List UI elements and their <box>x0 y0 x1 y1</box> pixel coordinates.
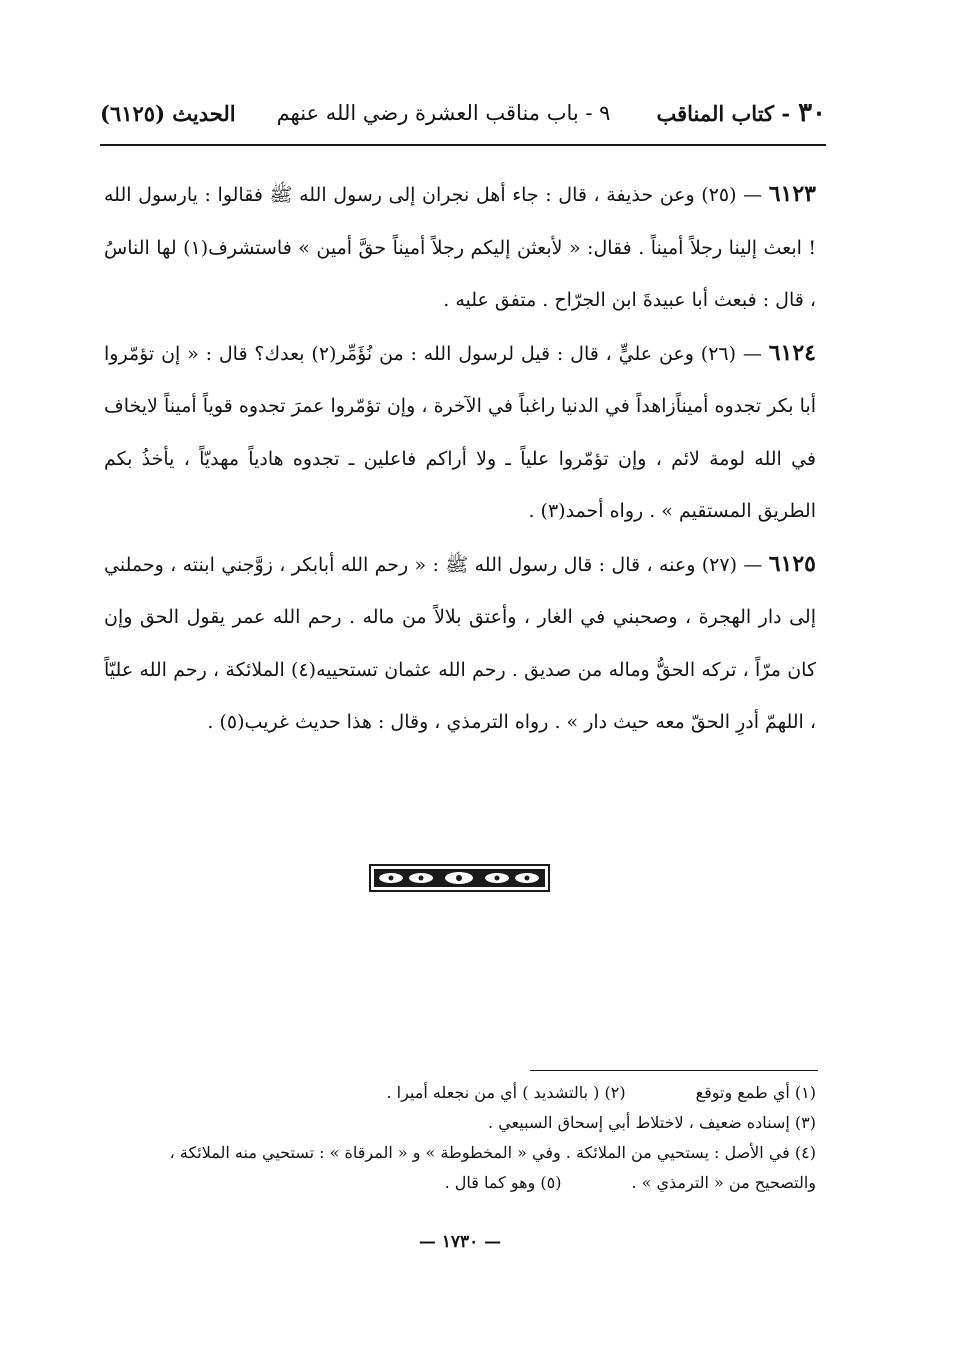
book-title: - كتاب المناقب <box>656 100 791 126</box>
footnote-3: (٣) إسناده ضعيف ، لاختلاط أبي إسحاق السبيعي . <box>488 1113 816 1132</box>
footnote-1: (١) أي طمع وتوقع <box>695 1083 816 1102</box>
page-number: — ١٧٣٠ — <box>418 1232 502 1252</box>
hadith-text: — (٢٥) وعن حذيفة ، قال : جاء أهل نجران إلى رسول الله ﷺ فقالوا : يارسول الله ! ابعث إلينا رجلاً أميناً . فقال: « لأبعثن إليكم رجلاً أميناً حقَّ أمين » فاستشرف(١) لها الناسُ ، قال : فبعث أبا عبيدةَ ابن الجرّاح . متفق عليه . <box>104 184 817 311</box>
hadith-entry <box>104 327 816 538</box>
footnotes <box>104 1078 816 1198</box>
hadith-number: ٦١٢٣ <box>768 181 816 207</box>
hadith-entry <box>104 538 816 749</box>
hadith-range: الحديث (٦١٢٥) <box>100 100 236 126</box>
footnote-5: (٥) وهو كما قال . <box>444 1173 562 1192</box>
page-number-header: ٣٠ <box>798 98 826 128</box>
footnote-line <box>104 1108 816 1138</box>
hadith-number: ٦١٢٥ <box>768 550 816 577</box>
footnote-line <box>104 1168 816 1198</box>
header-rule <box>100 144 826 146</box>
footnote-line <box>104 1078 816 1108</box>
footnote-rule <box>530 1070 818 1071</box>
hadith-text: — (٢٦) وعن عليٍّ ، قال : قيل لرسول الله : من نُؤَمِّر(٢) بعدك؟ قال : « إن تؤمّروا أبا بكر تجدوه أميناًزاهداً في الدنيا راغباً في الآخرة ، وإن تؤمّروا عمرَ تجدوه قوياً أميناً لايخاف في الله لومة لائم ، وإن تؤمّروا علياً ـ ولا أراكم فاعلين ـ تجدوه هادياً مهديّاً ، يأخذُ بكم الطريق المستقيم » . رواه أحمد(٣) . <box>104 342 816 522</box>
hadith-entry <box>104 168 816 327</box>
footnote-4: (٤) في الأصل : يستحيي من الملائكة . وفي « المخطوطة » و « المرقاة » : تستحيي منه الملائكة ، <box>169 1143 816 1162</box>
footnote-2: (٢) ( بالتشديد ) أي من نجعله أميرا . <box>386 1083 626 1102</box>
hadith-text: — (٢٧) وعنه ، قال : قال رسول الله ﷺ : « رحم الله أبابكر ، زوَّجني ابنته ، وحملني إلى دار الهجرة ، وصحبني في الغار ، وأعتق بلالاً من ماله . رحم الله عمر يقول الحق وإن كان مرّاً ، تركه الحقُّ وماله من صديق . رحم الله عثمان تستحييه(٤) الملائكة ، رحم الله عليّاً ، اللهمّ أدرِ الحقّ معه حيث دار » . رواه الترمذي ، وقال : هذا حديث غريب(٥) . <box>104 553 816 733</box>
footnote-4-continued: والتصحيح من « الترمذي » . <box>631 1173 816 1192</box>
footnote-line <box>104 1138 816 1168</box>
hadith-number: ٦١٢٤ <box>768 339 816 366</box>
main-text <box>104 168 816 749</box>
decorative-ornament <box>369 864 550 892</box>
chapter-title: ٩ - باب مناقب العشرة رضي الله عنهم <box>276 101 611 125</box>
running-header <box>100 92 826 134</box>
